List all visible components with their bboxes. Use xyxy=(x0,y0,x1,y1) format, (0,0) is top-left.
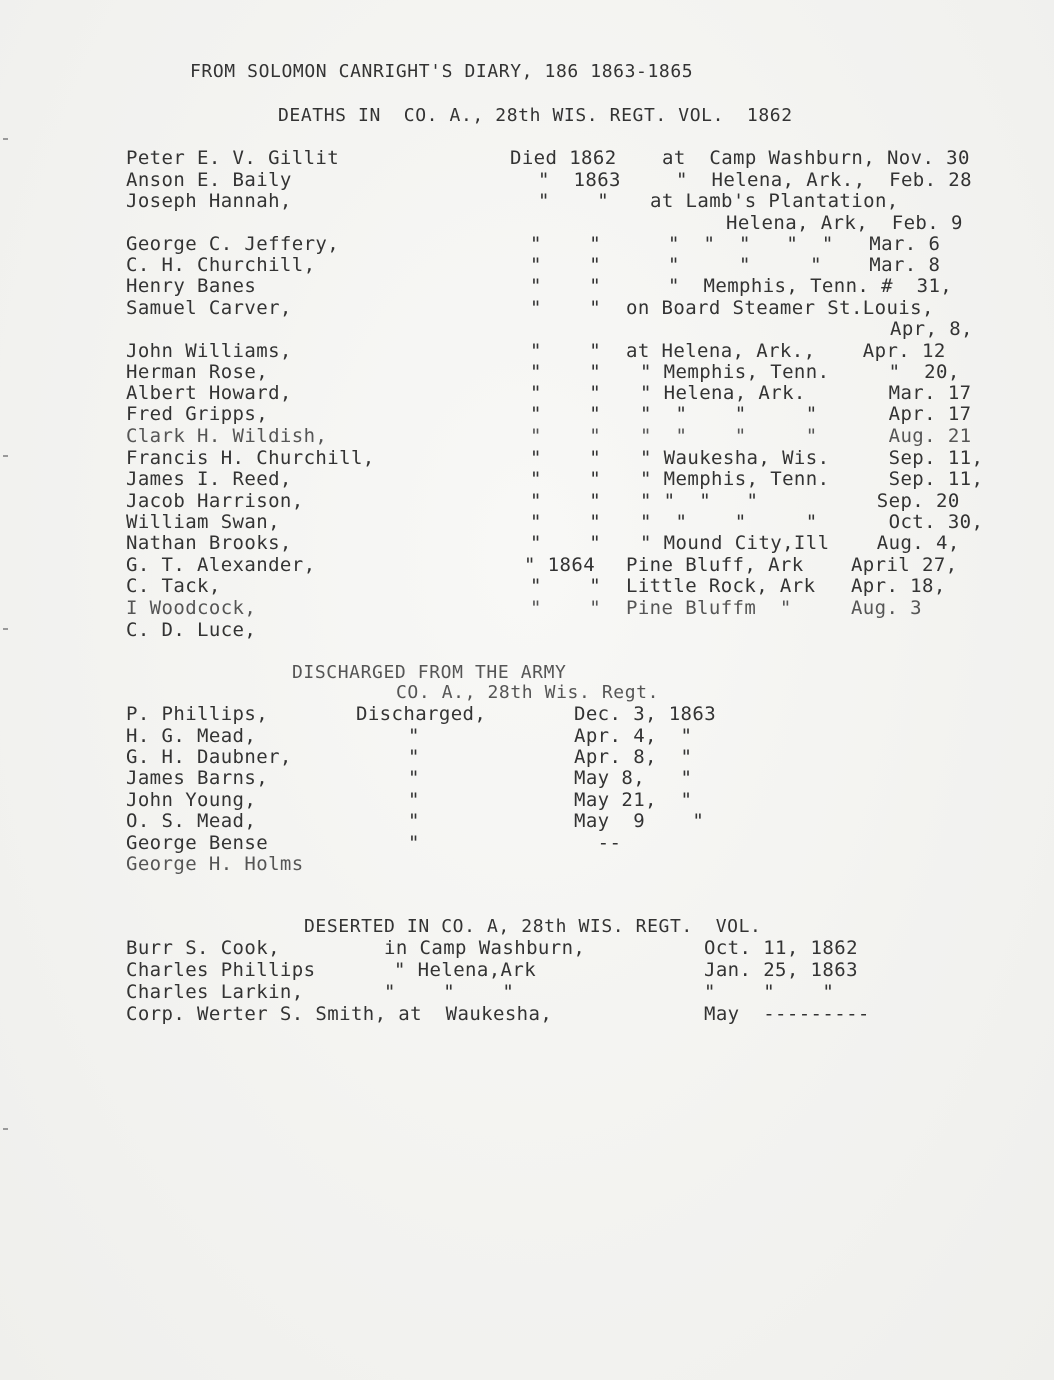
death-place: Apr, 8, xyxy=(890,318,973,340)
discharged-date: Dec. 3, 1863 xyxy=(574,703,717,725)
deserted-date: " " " xyxy=(704,981,835,1003)
deserted-date: May --------- xyxy=(704,1003,870,1025)
death-place: " Waukesha, Wis. Sep. 11, xyxy=(640,447,984,469)
death-status: " " xyxy=(530,254,602,276)
death-name: Samuel Carver, xyxy=(126,297,292,319)
death-place: " " " " Apr. 17 xyxy=(640,403,972,425)
discharged-name: H. G. Mead, xyxy=(126,725,257,747)
document-title: FROM SOLOMON CANRIGHT'S DIARY, 186 1863-1865 xyxy=(190,61,694,82)
discharged-status: Discharged, xyxy=(356,703,487,725)
deserted-place: " " " xyxy=(384,981,515,1003)
death-status: " " xyxy=(530,275,602,297)
death-status: " " xyxy=(530,597,602,619)
death-place: " " " " Aug. 21 xyxy=(640,425,972,447)
death-place: Little Rock, Ark Apr. 18, xyxy=(626,575,946,597)
scan-mark xyxy=(3,455,8,457)
death-status: " " xyxy=(530,233,602,255)
death-name: G. T. Alexander, xyxy=(126,554,316,576)
discharged-date: Apr. 8, " xyxy=(574,746,693,768)
deserted-name: Charles Phillips xyxy=(126,959,316,981)
death-name: Herman Rose, xyxy=(126,361,269,383)
death-place: " Memphis, Tenn. Sep. 11, xyxy=(640,468,984,490)
scan-mark xyxy=(3,628,8,630)
death-status: " " xyxy=(530,511,602,533)
discharged-name: James Barns, xyxy=(126,767,269,789)
death-place: " " " " Oct. 30, xyxy=(640,511,984,533)
death-status: " " xyxy=(530,297,602,319)
discharged-status: " xyxy=(408,789,420,811)
death-place: " " " " " Mar. 6 xyxy=(668,233,941,255)
deserted-place: in Camp Washburn, xyxy=(384,937,586,959)
death-status: " " xyxy=(530,340,602,362)
discharged-subheading: CO. A., 28th Wis. Regt. xyxy=(396,682,660,703)
death-name: Jacob Harrison, xyxy=(126,490,304,512)
death-status: " " xyxy=(530,403,602,425)
death-status: " " xyxy=(530,447,602,469)
death-status: " " xyxy=(530,468,602,490)
death-name: John Williams, xyxy=(126,340,292,362)
death-place: at Lamb's Plantation, xyxy=(650,190,899,212)
death-place: " Memphis, Tenn. # 31, xyxy=(668,275,953,297)
scan-mark xyxy=(3,1128,8,1130)
deserted-name: Burr S. Cook, xyxy=(126,937,280,959)
death-status: " " xyxy=(530,382,602,404)
discharged-name: George H. Holms xyxy=(126,853,304,875)
discharged-status: " xyxy=(408,832,420,854)
discharged-date: May 21, " xyxy=(574,789,693,811)
death-name: Anson E. Baily xyxy=(126,169,292,191)
death-name: Nathan Brooks, xyxy=(126,532,292,554)
death-name: C. D. Luce, xyxy=(126,619,257,641)
death-name: I Woodcock, xyxy=(126,597,257,619)
death-place: " Helena, Ark., Feb. 28 xyxy=(676,169,972,191)
death-name: C. Tack, xyxy=(126,575,221,597)
death-place: Helena, Ark, Feb. 9 xyxy=(726,212,963,234)
death-name: George C. Jeffery, xyxy=(126,233,340,255)
death-name: Clark H. Wildish, xyxy=(126,425,328,447)
death-status: " " xyxy=(530,361,602,383)
deserted-date: Oct. 11, 1862 xyxy=(704,937,858,959)
discharged-name: O. S. Mead, xyxy=(126,810,257,832)
discharged-status: " xyxy=(408,746,420,768)
deserted-place: " Helena,Ark xyxy=(394,959,537,981)
death-place: " Mound City,Ill Aug. 4, xyxy=(640,532,960,554)
death-place: Pine Bluffm " Aug. 3 xyxy=(626,597,922,619)
discharged-status: " xyxy=(408,810,420,832)
death-status: " " xyxy=(530,490,602,512)
death-name: Francis H. Churchill, xyxy=(126,447,375,469)
deserted-name: Charles Larkin, xyxy=(126,981,304,1003)
discharged-date: May 8, " xyxy=(574,767,693,789)
deserted-date: Jan. 25, 1863 xyxy=(704,959,858,981)
death-status: " " xyxy=(530,532,602,554)
death-place: " Memphis, Tenn. " 20, xyxy=(640,361,960,383)
death-status: " " xyxy=(538,190,610,212)
deaths-heading: DEATHS IN CO. A., 28th WIS. REGT. VOL. 1862 xyxy=(278,105,793,126)
death-name: Joseph Hannah, xyxy=(126,190,292,212)
deserted-heading: DESERTED IN CO. A, 28th WIS. REGT. VOL. xyxy=(304,916,762,937)
deserted-name: Corp. Werter S. Smith, at Waukesha, xyxy=(126,1003,553,1025)
death-name: James I. Reed, xyxy=(126,468,292,490)
discharged-date: -- xyxy=(574,832,622,854)
death-status: " " xyxy=(530,575,602,597)
discharged-name: George Bense xyxy=(126,832,269,854)
death-name: Henry Banes xyxy=(126,275,257,297)
death-status: Died 1862 xyxy=(510,147,617,169)
discharged-name: John Young, xyxy=(126,789,257,811)
death-name: Fred Gripps, xyxy=(126,403,269,425)
death-place: Pine Bluff, Ark April 27, xyxy=(626,554,958,576)
death-place: at Camp Washburn, Nov. 30 xyxy=(662,147,970,169)
death-name: William Swan, xyxy=(126,511,280,533)
discharged-status: " xyxy=(408,725,420,747)
death-place: on Board Steamer St.Louis, xyxy=(626,297,934,319)
scan-mark xyxy=(3,138,8,140)
discharged-date: May 9 " xyxy=(574,810,705,832)
death-name: Albert Howard, xyxy=(126,382,292,404)
discharged-name: G. H. Daubner, xyxy=(126,746,292,768)
death-status: " 1863 xyxy=(538,169,621,191)
death-place: " Helena, Ark. Mar. 17 xyxy=(640,382,972,404)
death-status: " " xyxy=(530,425,602,447)
discharged-name: P. Phillips, xyxy=(126,703,269,725)
death-place: at Helena, Ark., Apr. 12 xyxy=(626,340,946,362)
death-name: C. H. Churchill, xyxy=(126,254,316,276)
death-place: " " " Mar. 8 xyxy=(668,254,941,276)
discharged-date: Apr. 4, " xyxy=(574,725,693,747)
discharged-status: " xyxy=(408,767,420,789)
death-place: " " " " Sep. 20 xyxy=(640,490,960,512)
death-status: " 1864 xyxy=(524,554,596,576)
death-name: Peter E. V. Gillit xyxy=(126,147,340,169)
discharged-heading: DISCHARGED FROM THE ARMY xyxy=(292,662,567,683)
